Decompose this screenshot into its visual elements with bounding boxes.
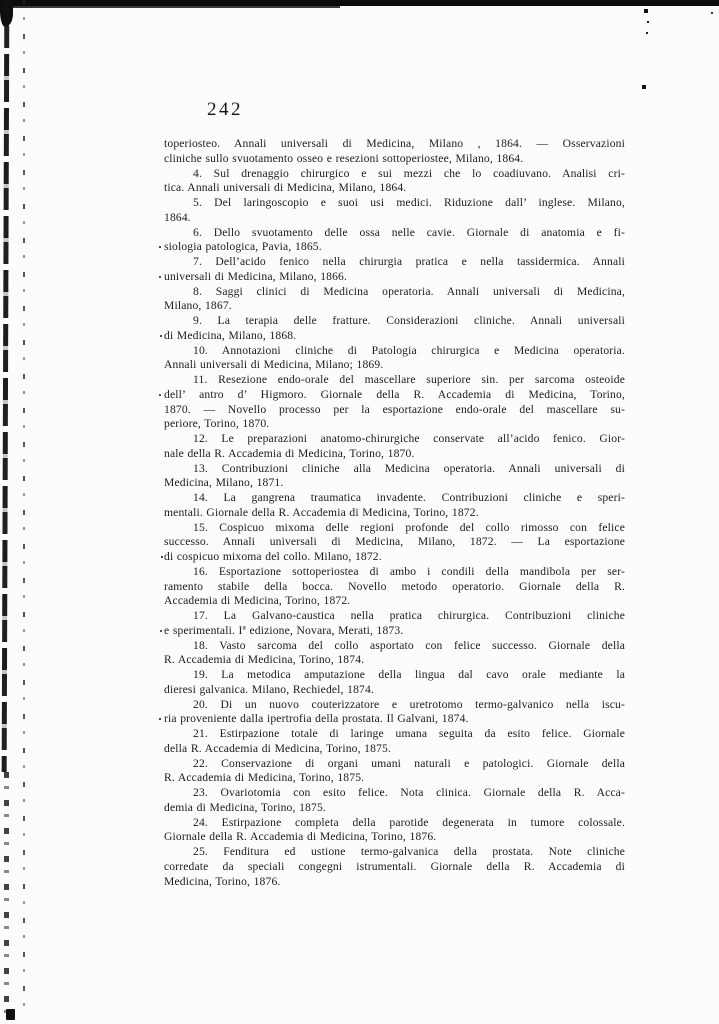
text-line: 9. La terapia delle fratture. Considerazioni cliniche. Annali universali <box>193 314 625 327</box>
text-line: 24. Estirpazione completa della parotide degenerata in tumore colossale. <box>193 815 625 829</box>
bibliography-text-block <box>164 137 625 889</box>
text-line: demia di Medicina, Torino, 1875. <box>164 800 326 814</box>
text-line: 19. La metodica amputazione della lingua dal cavo orale mediante la <box>193 668 625 681</box>
scan-binding-dashed-line <box>23 0 25 1012</box>
text-line: 11. Resezione endo-orale del mascellare superiore sin. per sarcoma osteoide <box>193 373 625 386</box>
text-line: R. Accademia di Medicina, Torino, 1874. <box>164 653 365 667</box>
scan-binding-line-lower <box>4 772 9 1016</box>
text-line: tica. Annali universali di Medicina, Milano, 1864. <box>164 181 407 195</box>
text-line: Medicina, Milano, 1871. <box>164 476 284 490</box>
text-line: 10. Annotazioni cliniche di Patologia chirurgica e Medicina operatoria. <box>193 343 625 357</box>
text-line: 20. Di un nuovo couterizzatore e uretrotomo termo-galvanico nella iscu- <box>193 697 625 711</box>
text-line: ria proveniente dalla ipertrofia della prostata. Il Galvani, 1874. <box>164 712 469 726</box>
text-line: siologia patologica, Pavia, 1865. <box>164 240 322 254</box>
text-line: 5. Del laringoscopio e suoi usi medici. Riduzione dall’ inglese. Milano, <box>193 196 625 209</box>
text-line: universali di Medicina, Milano, 1866. <box>164 269 348 283</box>
text-line: corredate da speciali congegni istrumentali. Giornale della R. Accademia di <box>164 859 625 873</box>
text-line: 1870. — Novello processo per la esportazione endo-orale del mascellare su- <box>164 402 625 416</box>
text-line: 18. Vasto sarcoma del collo asportato con felice successo. Giornale della <box>193 638 625 652</box>
text-line: Medicina, Torino, 1876. <box>164 874 281 888</box>
page-number: 242 <box>207 99 243 120</box>
text-line: 6. Dello svuotamento delle ossa nelle cavie. Giornale di anatomia e fi- <box>193 225 625 239</box>
scan-margin-dots <box>159 246 161 248</box>
text-line: 8. Saggi clinici di Medicina operatoria. Annali universali di Medicina, <box>193 284 625 298</box>
text-line: Annali universali di Medicina, Milano; 1869. <box>164 358 384 372</box>
text-line: toperiosteo. Annali universali di Medicina, Milano , 1864. — Osservazioni <box>164 137 625 150</box>
text-line: 15. Cospicuo mixoma delle regioni profonde del collo rimosso con felice <box>193 520 625 534</box>
scan-edge-top-band-shadow <box>0 6 340 8</box>
text-line: 21. Estirpazione totale di laringe umana seguita da esito felice. Giornale <box>193 727 625 740</box>
text-line: 14. La gangrena traumatica invadente. Contribuzioni cliniche e speri- <box>193 491 625 504</box>
text-line: 13. Contribuzioni cliniche alla Medicina operatoria. Annali universali di <box>193 461 625 475</box>
text-line: dieresi galvanica. Milano, Rechiedel, 1874. <box>164 682 374 696</box>
text-line: 23. Ovariotomia con esito felice. Nota clinica. Giornale della R. Acca- <box>193 786 625 799</box>
text-line: di cospicuo mixoma del collo. Milano, 1872. <box>164 550 382 563</box>
text-line: di Medicina, Milano, 1868. <box>164 328 297 342</box>
text-line: e sperimentali. Iª edizione, Novara, Merati, 1873. <box>164 623 404 637</box>
scan-bottom-ink-blob <box>6 1009 15 1020</box>
text-line: 4. Sul drenaggio chirurgico e sui mezzi che lo coadiuvano. Analisi cri- <box>193 166 625 180</box>
text-line: nale della R. Accademia di Medicina, Torino, 1870. <box>164 446 415 460</box>
text-line: della R. Accademia di Medicina, Torino, 1875. <box>164 741 392 755</box>
scan-ink-specks <box>644 9 648 13</box>
text-line: 22. Conservazione di organi umani naturali e patologici. Giornale della <box>193 756 625 770</box>
text-line: successo. Annali universali di Medicina, Milano, 1872. — La esportazione <box>164 535 625 549</box>
text-line: dell’ antro d’ Higmoro. Giornale della R. Accademia di Medicina, Torino, <box>164 387 625 401</box>
text-line: 25. Fenditura ed ustione termo-galvanica della prostata. Note cliniche <box>193 845 625 858</box>
text-line: mentali. Giornale della R. Accademia di Medicina, Torino, 1872. <box>164 505 479 519</box>
text-line: Milano, 1867. <box>164 299 232 313</box>
text-line: cliniche sullo svuotamento osseo e resezioni sottoperiostee, Milano, 1864. <box>164 151 524 165</box>
text-line: Accademia di Medicina, Torino, 1872. <box>164 594 351 608</box>
scan-binding-line <box>2 0 10 772</box>
text-line: ramento stabile della bocca. Novello metodo operatorio. Giornale della R. <box>164 579 625 593</box>
text-line: 16. Esportazione sottoperiostea di ambo i condili della mandibola per ser- <box>193 564 625 578</box>
text-line: 12. Le preparazioni anatomo-chirurgiche conservate all’acido fenico. Gior- <box>193 432 625 445</box>
text-line: Giornale della R. Accademia di Medicina, Torino, 1876. <box>164 830 437 844</box>
text-line: 7. Dell’acido fenico nella chirurgia pratica e nella tassidermica. Annali <box>193 255 625 268</box>
text-line: periore, Torino, 1870. <box>164 417 270 431</box>
text-line: 17. La Galvano-caustica nella pratica chirurgica. Contribuzioni cliniche <box>193 609 625 622</box>
text-line: R. Accademia di Medicina, Torino, 1875. <box>164 771 365 785</box>
text-line: 1864. <box>164 210 191 224</box>
